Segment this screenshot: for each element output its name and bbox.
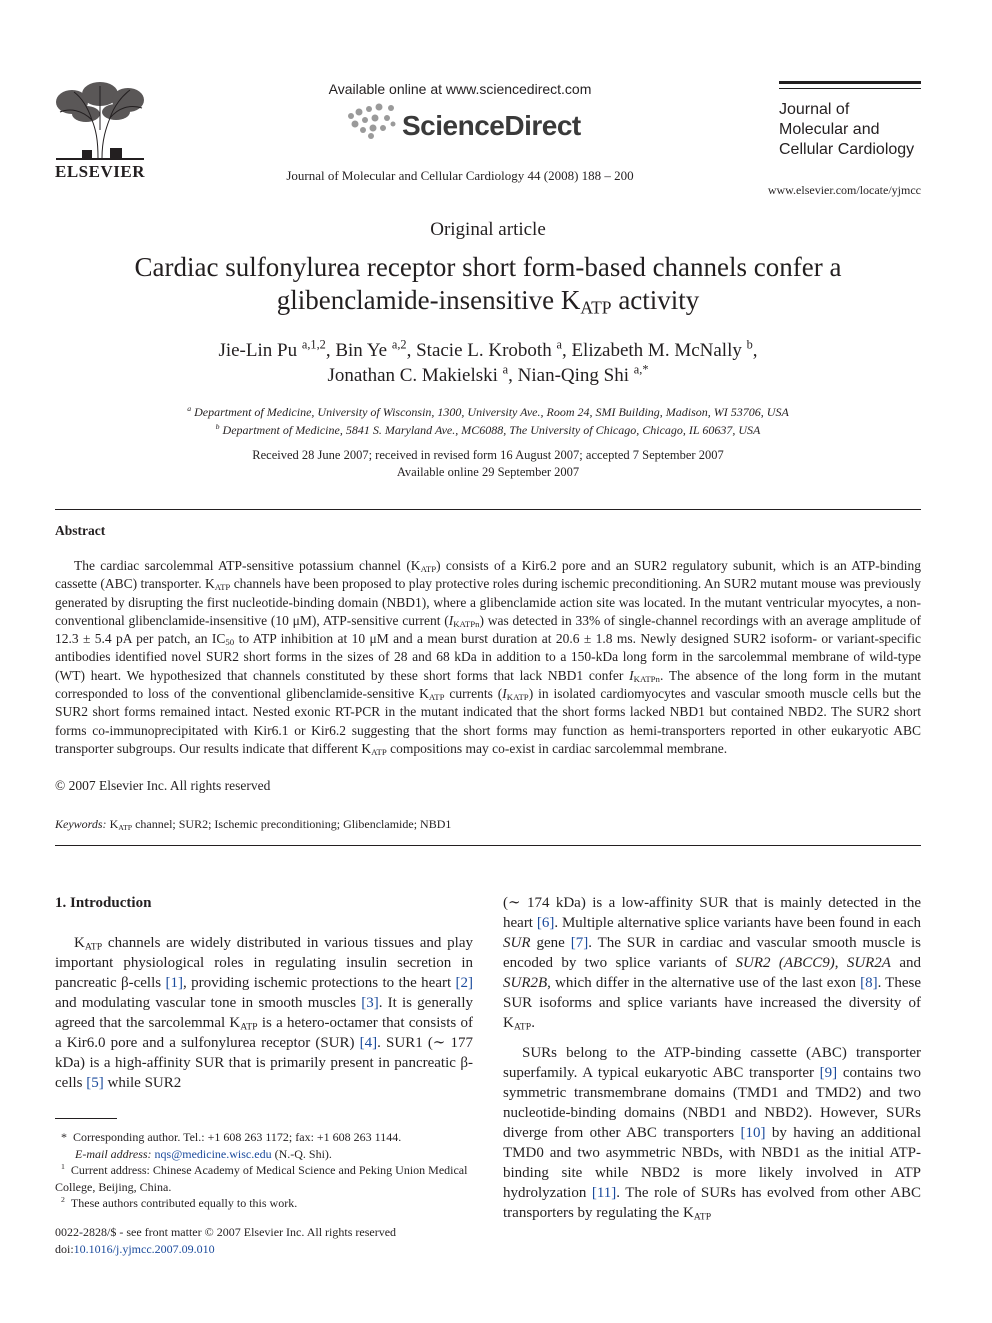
available-online-text: Available online at www.sciencedirect.com: [328, 81, 592, 97]
author-list: Jie-Lin Pu $^{a,1,2}$, Bin Ye $^{a,2}$, Stacie L. Kroboth $^a$, Elizabeth M. McNally $^b$, Jonathan C. Makielski $^a$, Nian-Qing Shi $^{a,*}$: [218, 337, 758, 386]
author-affiliation-mark: a: [556, 337, 562, 352]
body-paragraph: [55, 933, 473, 1093]
footnote-1: $^1$ Current address: Chinese Academy of Medical Science and Peking Union Medical College, Beijing, China.: [55, 1162, 468, 1194]
journal-url-link[interactable]: www.elsevier.com/locate/yjmcc: [767, 183, 921, 197]
author-name[interactable]: Bin Ye: [335, 340, 388, 361]
text-run: SUR2A: [846, 955, 891, 971]
body-column-left: [55, 893, 473, 1093]
text-run: ATP: [240, 1021, 258, 1033]
front-matter: [55, 1224, 473, 1258]
article-type: Original article: [430, 219, 546, 240]
text-run: K: [74, 935, 85, 951]
corresponding-author-note: * Corresponding author. Tel.: +1 608 263 1172; fax: +1 608 263 1144.: [61, 1130, 402, 1144]
text-run: while SUR2: [103, 1075, 182, 1091]
text-run: ATP: [84, 941, 103, 953]
journal-name-line: Journal of: [779, 101, 850, 118]
body-column-right: [503, 893, 921, 1223]
author-name[interactable]: Jonathan C. Makielski: [327, 365, 498, 386]
citation-link[interactable]: [9]: [819, 1065, 838, 1081]
text-run: SUR2 (ABCC9): [735, 955, 835, 971]
section-heading: 1. Introduction: [55, 895, 152, 911]
author-affiliation-mark: a: [502, 362, 509, 377]
citation-link[interactable]: [1]: [165, 975, 183, 991]
text-run: (∼ 174 kDa) is a low-affinity SUR that is mainly detected in the heart: [503, 895, 921, 931]
text-run: SURs belong to the ATP-binding cassette (ABC) transporter superfamily. A typical eukaryotic ABC transporter: [503, 1045, 921, 1081]
affiliations: [60, 403, 916, 439]
citation-link[interactable]: [3]: [361, 995, 379, 1011]
journal-name-line: Molecular and: [779, 121, 880, 138]
text-run: gene: [530, 935, 571, 951]
author-name[interactable]: Jie-Lin Pu: [218, 340, 298, 361]
text-run: .: [531, 1015, 535, 1031]
citation-link[interactable]: [5]: [86, 1075, 104, 1091]
text-run: SUR2B: [503, 975, 548, 991]
keywords: Keywords: $K_{ATP}$ channel; SUR2; Ischemic preconditioning; Glibenclamide; NBD1: [55, 817, 452, 832]
footnote-2: $^2$ These authors contributed equally to this work.: [61, 1195, 298, 1210]
text-run: . Multiple alternative splice variants have been found in each: [554, 915, 921, 931]
author-affiliation-mark: a,*: [633, 362, 649, 377]
text-run: ATP: [693, 1211, 712, 1223]
article-title: [80, 251, 896, 317]
abstract-copyright: © 2007 Elsevier Inc. All rights reserved: [55, 778, 271, 793]
text-run: . The role of SURs has evolved from other ABC transporters by regulating the K: [503, 1185, 921, 1221]
text-run: , providing ischemic protections to the heart: [182, 975, 456, 991]
text-run: . SUR1 (∼ 177 kDa) is a high-affinity SUR that is primarily present in pancreatic β-cells: [55, 1035, 474, 1091]
journal-masthead-rule: [779, 81, 921, 84]
issn-line: 0022-2828/$ - see front matter © 2007 Elsevier Inc. All rights reserved: [55, 1225, 397, 1239]
footnote-rule: [55, 1118, 117, 1119]
citation-link[interactable]: [6]: [536, 915, 555, 931]
citation-link[interactable]: [2]: [455, 975, 474, 991]
author-name[interactable]: Stacie L. Kroboth: [416, 340, 552, 361]
title-line-1: Cardiac sulfonylurea receptor short form-based channels confer a: [134, 252, 842, 282]
text-run: . The SUR in cardiac and vascular smooth muscle is encoded by two splice variants of: [503, 935, 921, 971]
citation-link[interactable]: [10]: [740, 1125, 766, 1141]
text-run: . It is generally agreed that the sarcolemmal K: [55, 995, 473, 1031]
text-run: is a hetero-octamer that consists of a Kir6.0 pore and a sulfonylurea receptor (SUR): [55, 1015, 473, 1051]
abstract-heading: Abstract: [55, 523, 106, 538]
author-name[interactable]: Elizabeth M. McNally: [571, 340, 742, 361]
journal-masthead-rule-thin: [779, 88, 921, 89]
author-name[interactable]: Nian-Qing Shi: [517, 365, 630, 386]
text-run: ,: [834, 955, 847, 971]
divider: [55, 845, 921, 846]
citation-link[interactable]: [8]: [860, 975, 878, 991]
doi-link[interactable]: 10.1016/j.yjmcc.2007.09.010: [73, 1242, 215, 1256]
citation-link[interactable]: [4]: [359, 1035, 378, 1051]
article-history: [60, 447, 916, 481]
divider: [55, 509, 921, 510]
sciencedirect-wordmark: ScienceDirect: [402, 110, 581, 141]
journal-masthead-name: [779, 100, 929, 160]
body-paragraph: [503, 893, 921, 1033]
publisher-logo-text: ELSEVIER: [55, 162, 145, 181]
title-line-2: glibenclamide-insensitive $K_{ATP}$ activity: [276, 285, 700, 318]
body-paragraph: [503, 1043, 921, 1223]
text-run: . These SUR isoforms and splice variants have increased the diversity of K: [503, 975, 921, 1031]
text-run: contains two symmetric transmembrane domains (TMD1 and TMD2) and two nucleotide-binding domains (NBD1 and NBD2). However, SURs diverge from other ABC transporters: [503, 1065, 921, 1141]
journal-name-line: Cellular Cardiology: [779, 141, 915, 158]
footnotes: [55, 1129, 473, 1212]
citation-link[interactable]: [11]: [591, 1185, 617, 1201]
abstract-text: The cardiac sarcolemmal ATP-sensitive potassium channel $(K_{ATP})$ consists of a Kir6.2 pore and an SUR2 regulatory subunit, which is an ATP-binding cassette (ABC) transporter. $K_{ATP}$ channels have been proposed to play protective roles during ischemic preconditioning. An SUR2 mutant mouse was previously generated by disrupting the first nucleotide-binding domain (NBD1), where a glibenclamide action site was located. In the mutant ventricular myocytes, a non-conventional glibenclamide-insensitive (10 μM), ATP-sensitive current $(I_{KATPn})$ was detected in 33% of single-channel recordings with an average amplitude of 12.3 ± 5.4 pA per patch, an $IC_{50}$ to ATP inhibition at 10 μM and a mean burst duration at 20.6 ± 1.8 ms. Newly designed SUR2 isoform- or variant-specific antibodies identified novel SUR2 short forms in the sizes of 28 and 68 kDa in addition to a 150-kDa long form in the sarcolemmal membrane of wild-type (WT) heart. We hypothesized that channels constituted by these short forms that lack NBD1 confer $I_{KATPn}$. The absence of the long form in the mutant corresponded to loss of the conventional glibenclamide-sensitive $K_{ATP}$ currents $(I_{KATP})$ in isolated cardiomyocytes and vascular smooth muscle cells but the SUR2 short forms remained intact. Nested exonic RT-PCR in the mutant indicated that the short forms lacked NBD1 but contained NBD2. The SUR2 short forms co-immunoprecipitated with Kir6.1 or Kir6.2 suggesting that the short forms may function as hemi-transporters reported in other eukaryotic ABC transporter subgroups. Our results indicate that different $K_{ATP}$ compositions may co-exist in cardiac sarcolemmal membrane.: [55, 558, 922, 758]
citation-link[interactable]: [7]: [570, 935, 589, 951]
journal-citation: Journal of Molecular and Cellular Cardiology 44 (2008) 188 – 200: [286, 168, 634, 183]
text-run: and modulating vascular tone in smooth muscles: [55, 995, 362, 1011]
affiliation-a: $^a$ Department of Medicine, University of Wisconsin, 1300, University Ave., Room 24, SMI Building, Madison, WI 53706, USA: [187, 404, 789, 419]
text-run: ATP: [513, 1021, 532, 1033]
text-run: and: [890, 955, 921, 971]
affiliation-b: $^b$ Department of Medicine, 5841 S. Maryland Ave., MC6088, The University of Chicago, Chicago, IL 60637, USA: [215, 422, 761, 437]
available-date: Available online 29 September 2007: [396, 465, 580, 479]
email-link[interactable]: nqs@medicine.wisc.edu: [154, 1146, 272, 1161]
author-affiliation-mark: a,2: [391, 337, 407, 352]
email-note: E-mail address: nqs@medicine.wisc.edu (N.-Q. Shi).: [75, 1146, 332, 1161]
doi-line: doi:10.1016/j.yjmcc.2007.09.010: [55, 1242, 215, 1256]
text-run: by having an additional TMD0 and two asymmetric NBDs, with NBD1 as the initial ATP-binding site while NBD2 is more likely involved in ATP hydrolyzation: [503, 1125, 921, 1201]
author-affiliation-mark: b: [746, 337, 753, 352]
text-run: , which differ in the alternative use of the last exon: [547, 975, 861, 991]
text-run: SUR: [503, 935, 531, 951]
text-run: channels are widely distributed in various tissues and play important physiological roles in regulating insulin secretion in pancreatic β-cells: [55, 935, 473, 991]
received-dates: Received 28 June 2007; received in revised form 16 August 2007; accepted 7 September 2007: [252, 448, 724, 462]
author-affiliation-mark: a,1,2: [301, 337, 326, 352]
